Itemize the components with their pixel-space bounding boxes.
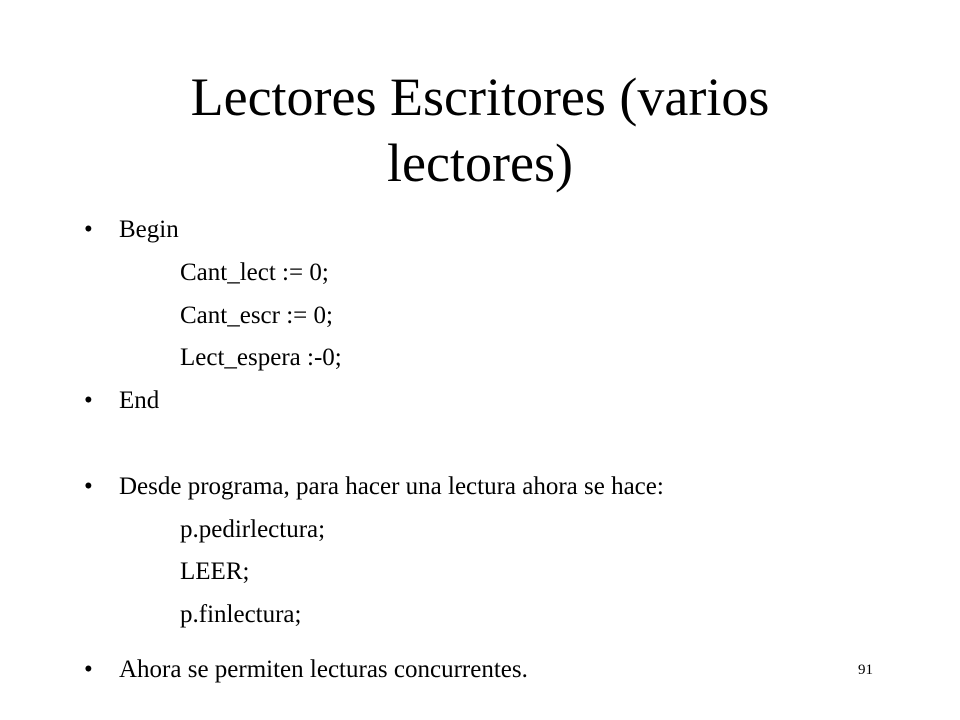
bullet-desde-programa: Desde programa, para hacer una lectura ahora se hace:	[119, 473, 664, 500]
bullet-marker: •	[84, 656, 93, 683]
slide-title	[0, 64, 960, 196]
code-line-lect-espera: Lect_espera :-0;	[180, 344, 342, 371]
code-line-finlectura: p.finlectura;	[180, 601, 302, 628]
bullet-marker: •	[84, 216, 93, 243]
code-line-cant-lect: Cant_lect := 0;	[180, 259, 329, 286]
code-line-pedirlectura: p.pedirlectura;	[180, 516, 326, 543]
bullet-begin: Begin	[119, 216, 179, 243]
bullet-marker: •	[84, 473, 93, 500]
code-line-cant-escr: Cant_escr := 0;	[180, 302, 333, 329]
bullet-ahora: Ahora se permiten lecturas concurrentes.	[119, 656, 528, 683]
slide-title-line-1: Lectores Escritores (varios	[190, 67, 770, 127]
slide-number: 91	[858, 662, 873, 678]
bullet-marker: •	[84, 387, 93, 414]
code-line-leer: LEER;	[180, 558, 250, 585]
bullet-end: End	[119, 387, 160, 414]
slide-title-line-2: lectores)	[387, 133, 573, 193]
